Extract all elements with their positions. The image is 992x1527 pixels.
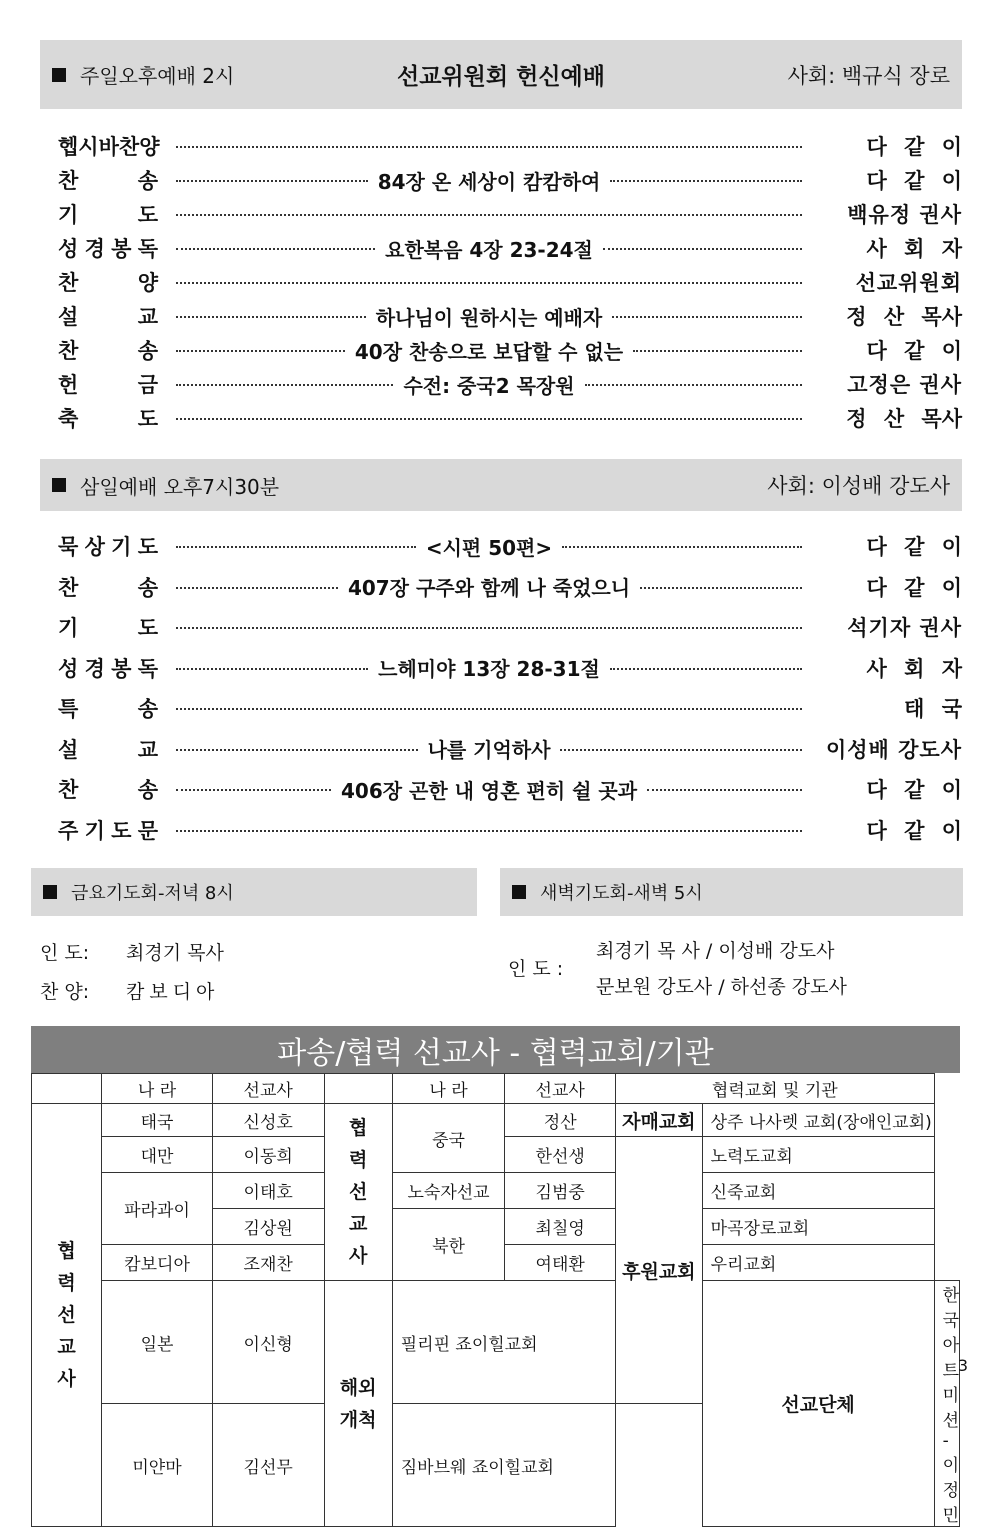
sister-church: 상주 나사렛 교회(장애인교회) <box>702 1104 934 1137</box>
order-label <box>58 403 158 433</box>
dotted-leader <box>640 587 802 589</box>
org-label: 선교단체 <box>702 1281 934 1527</box>
order-person: 다 같 이 <box>866 135 962 159</box>
dotted-leader <box>176 316 366 318</box>
dotted-leader <box>610 180 802 182</box>
order-label <box>58 301 158 331</box>
dotted-leader <box>176 546 416 548</box>
order-title: 하나님이 원하시는 예배자 <box>375 305 603 330</box>
wednesday-header <box>40 459 962 511</box>
order-person: 선교위원회 <box>855 271 962 295</box>
china-cell: 중국 <box>392 1104 505 1173</box>
sunday-header-left: 주일오후예배 2시 <box>80 64 235 88</box>
order-label-char: 축 <box>58 407 79 431</box>
order-title: 요한복음 4장 23-24절 <box>385 237 593 262</box>
support-label: 후원교회 <box>616 1137 703 1404</box>
dotted-leader <box>610 668 802 670</box>
order-person: 사 회 자 <box>866 237 962 261</box>
dotted-leader <box>603 248 802 250</box>
missionary-cell: 이동희 <box>212 1137 324 1173</box>
order-label <box>58 369 158 399</box>
dotted-leader <box>176 350 345 352</box>
dotted-leader <box>612 316 802 318</box>
order-leader-line <box>176 333 802 367</box>
order-label-char: 독 <box>137 237 158 261</box>
order-row <box>58 197 962 231</box>
order-row <box>58 651 962 685</box>
square-bullet-icon <box>52 68 66 82</box>
order-label-char: 송 <box>137 697 158 721</box>
missionary-cell: 이태호 <box>212 1173 324 1209</box>
order-title: 수전: 중국2 목장원 <box>403 373 575 398</box>
dotted-leader <box>176 830 802 832</box>
missionary-cell: 조재찬 <box>212 1245 324 1281</box>
country-cell: 파라과이 <box>102 1173 213 1245</box>
order-leader-line <box>176 529 802 563</box>
order-label-char: 찬 <box>58 575 79 600</box>
order-label-char: 찬 <box>58 778 79 802</box>
sunday-header-leader: 사회: 백규식 장로 <box>787 63 950 88</box>
country-cell: 캄보디아 <box>102 1245 213 1281</box>
square-bullet-icon <box>512 885 526 899</box>
order-label-char: 봉 <box>111 237 132 261</box>
dawn-header <box>500 868 963 916</box>
sister-label: 자매교회 <box>616 1104 703 1137</box>
order-label-char: 송 <box>137 778 158 802</box>
dawn-leader-line2: 문보원 강도사 / 하선종 강도사 <box>596 976 847 998</box>
order-label <box>58 131 158 161</box>
order-label-char: 상 <box>84 535 105 559</box>
order-label <box>58 267 158 297</box>
order-row <box>58 691 962 725</box>
square-bullet-icon <box>43 885 57 899</box>
order-row <box>58 163 962 197</box>
order-label-char: 송 <box>137 339 158 363</box>
order-label-char: 금 <box>137 373 158 397</box>
friday-leader: 최경기 목사 <box>126 942 224 964</box>
order-person: 정 산 목사 <box>846 407 962 431</box>
order-label-char: 교 <box>137 737 158 762</box>
group-label-2: 협 력 선 교 사 <box>324 1104 392 1281</box>
order-label <box>58 572 158 602</box>
order-label-char: 특 <box>58 697 79 721</box>
country-cell: 일본 <box>102 1281 213 1404</box>
order-person: 석기자 권사 <box>847 616 962 640</box>
order-row <box>58 610 962 644</box>
header-country: 나 라 <box>102 1074 213 1104</box>
org-name: 한국아트미션 - 이정민 <box>934 1281 959 1527</box>
order-label <box>58 653 158 683</box>
friday-leader-key: 인 도: <box>40 942 90 964</box>
order-row <box>58 231 962 265</box>
order-row <box>58 529 962 563</box>
order-person: 다 같 이 <box>866 535 962 559</box>
dawn-header-text: 새벽기도회-새벽 5시 <box>540 883 703 904</box>
order-title: 407장 구주와 함께 나 죽었으니 <box>347 576 631 600</box>
order-label-char: 송 <box>137 575 158 600</box>
sunday-header-title: 선교위원회 헌신예배 <box>397 64 605 90</box>
order-leader-line <box>176 197 802 231</box>
order-label-char: 성 <box>58 237 79 261</box>
missions-table <box>31 1073 960 1527</box>
wednesday-header-left: 삼일예배 오후7시30분 <box>80 474 280 499</box>
order-person: 다 같 이 <box>866 339 962 363</box>
order-label <box>58 233 158 263</box>
order-person: 다 같 이 <box>866 778 962 802</box>
order-label <box>58 531 158 561</box>
dawn-leader-line1: 최경기 목 사 / 이성배 강도사 <box>596 940 835 962</box>
order-leader-line <box>176 651 802 685</box>
dotted-leader <box>176 282 802 284</box>
order-leader-line <box>176 163 802 197</box>
order-row <box>58 333 962 367</box>
order-leader-line <box>176 265 802 299</box>
order-label-char: 헌 <box>58 373 79 397</box>
order-label <box>58 612 158 642</box>
dotted-leader <box>585 384 802 386</box>
order-label-char: 찬 <box>118 135 140 159</box>
header-missionary: 선교사 <box>212 1074 324 1104</box>
order-label-char: 찬 <box>58 169 79 193</box>
order-row <box>58 772 962 806</box>
support-church: 마곡장로교회 <box>702 1209 934 1245</box>
order-label-char: 설 <box>58 305 79 329</box>
order-row <box>58 265 962 299</box>
order-row <box>58 570 962 604</box>
order-person: 백유정 권사 <box>847 203 962 227</box>
order-person: 이성배 강도사 <box>825 737 962 762</box>
order-label-char: 송 <box>137 169 158 193</box>
order-label-char: 설 <box>58 737 79 762</box>
dotted-leader <box>176 668 368 670</box>
header-blank <box>32 1074 102 1104</box>
order-label-char: 기 <box>58 616 79 640</box>
friday-praise-key: 찬 양: <box>40 981 90 1003</box>
order-label-char: 도 <box>137 616 158 640</box>
order-label <box>58 335 158 365</box>
order-label <box>58 693 158 723</box>
missionary-cell: 신성호 <box>212 1104 324 1137</box>
order-label-char: 기 <box>84 818 105 843</box>
order-title: 406장 곤한 내 영혼 편히 쉴 곳과 <box>340 778 638 803</box>
order-label-char: 도 <box>137 203 158 227</box>
friday-praise: 캄보디아 <box>126 981 220 1003</box>
order-row <box>58 732 962 766</box>
order-row <box>58 401 962 435</box>
country-cell: 태국 <box>102 1104 213 1137</box>
dotted-leader <box>633 350 802 352</box>
order-leader-line <box>176 691 802 725</box>
order-leader-line <box>176 570 802 604</box>
order-title: 40장 찬송으로 보답할 수 없는 <box>354 339 624 364</box>
order-label-char: 도 <box>111 818 132 843</box>
order-leader-line <box>176 299 802 333</box>
order-title: 84장 온 세상이 캄캄하여 <box>377 169 601 194</box>
order-person: 태 국 <box>904 697 962 721</box>
friday-header-text: 금요기도회-저녁 8시 <box>71 883 234 904</box>
friday-header <box>31 868 477 916</box>
support-church: 신죽교회 <box>702 1173 934 1209</box>
wednesday-header-leader: 사회: 이성배 강도사 <box>767 474 950 498</box>
square-bullet-icon <box>52 478 66 492</box>
support-church: 우리교회 <box>702 1245 934 1281</box>
order-row <box>58 813 962 847</box>
missionary-cell: 김선무 <box>212 1404 324 1527</box>
order-leader-line <box>176 129 802 163</box>
missionary-cell: 정산 <box>505 1104 616 1137</box>
dotted-leader <box>176 587 338 589</box>
sunday-header <box>40 40 962 109</box>
dawn-leader-key: 인 도 : <box>508 958 564 980</box>
order-person: 다 같 이 <box>866 818 962 843</box>
dotted-leader <box>176 180 368 182</box>
order-label <box>58 199 158 229</box>
order-label-char: 도 <box>137 407 158 431</box>
nk-cell: 북한 <box>392 1209 505 1281</box>
order-row <box>58 299 962 333</box>
dotted-leader <box>560 749 802 751</box>
order-row <box>58 367 962 401</box>
order-leader-line <box>176 732 802 766</box>
order-leader-line <box>176 367 802 401</box>
dotted-leader <box>176 749 418 751</box>
order-label-char: 경 <box>84 656 105 681</box>
dotted-leader <box>176 146 802 148</box>
order-label-char: 독 <box>137 656 158 681</box>
missionary-cell: 김범중 <box>505 1173 616 1209</box>
missionary-cell: 김상원 <box>212 1209 324 1245</box>
order-leader-line <box>176 401 802 435</box>
support-church: 노력도교회 <box>702 1137 934 1173</box>
order-label <box>58 734 158 764</box>
order-title: 나를 기억하사 <box>427 738 551 762</box>
page-number: 3 <box>957 1356 968 1375</box>
dotted-leader <box>176 418 802 420</box>
order-label-char: 경 <box>84 237 105 261</box>
order-leader-line <box>176 231 802 265</box>
order-label <box>58 815 158 845</box>
order-label-char: 성 <box>58 656 79 681</box>
missionary-cell: 여태환 <box>505 1245 616 1281</box>
overseas-label: 해외 개척 <box>324 1281 392 1527</box>
order-leader-line <box>176 813 802 847</box>
dotted-leader <box>176 384 393 386</box>
order-label-char: 기 <box>58 203 79 227</box>
header-blank-2 <box>324 1074 392 1104</box>
order-label-char: 시 <box>78 135 99 159</box>
order-label <box>58 774 158 804</box>
missionary-cell: 한선생 <box>505 1137 616 1173</box>
dotted-leader <box>176 248 375 250</box>
header-country-2: 나 라 <box>392 1074 505 1104</box>
homeless-cell: 노숙자선교 <box>392 1173 505 1209</box>
dotted-leader <box>176 708 802 710</box>
overseas-item: 필리핀 죠이힐교회 <box>392 1281 615 1404</box>
order-label-char: 찬 <box>58 271 79 295</box>
order-label-char: 양 <box>139 135 160 159</box>
group-label-1: 협 력 선 교 사 <box>32 1104 102 1527</box>
order-person: 정 산 목사 <box>846 305 962 329</box>
order-label-char: 양 <box>137 271 158 295</box>
order-label-char: 바 <box>98 135 119 159</box>
order-title: 느헤미야 13장 28-31절 <box>378 657 600 681</box>
order-row <box>58 129 962 163</box>
order-person: 고정은 권사 <box>847 373 962 397</box>
order-label-char: 묵 <box>58 535 79 559</box>
missions-title: 파송/협력 선교사 - 협력교회/기관 <box>31 1026 960 1073</box>
order-label-char: 기 <box>111 535 132 559</box>
order-person: 사 회 자 <box>866 656 962 681</box>
order-person: 다 같 이 <box>866 169 962 193</box>
overseas-item: 짐바브웨 죠이힐교회 <box>392 1404 615 1527</box>
missionary-cell: 이신형 <box>212 1281 324 1404</box>
order-label-char: 문 <box>137 818 158 843</box>
order-label-char: 찬 <box>58 339 79 363</box>
country-cell: 대만 <box>102 1137 213 1173</box>
header-missionary-2: 선교사 <box>505 1074 616 1104</box>
dotted-leader <box>176 789 331 791</box>
dotted-leader <box>562 546 802 548</box>
order-label-char: 봉 <box>111 656 132 681</box>
order-person: 다 같 이 <box>866 575 962 600</box>
header-churches: 협력교회 및 기관 <box>616 1074 935 1104</box>
country-cell: 미얀마 <box>102 1404 213 1527</box>
order-label-char: 주 <box>58 818 79 843</box>
order-label-char: 헵 <box>58 135 79 159</box>
order-leader-line <box>176 610 802 644</box>
order-leader-line <box>176 772 802 806</box>
order-label-char: 도 <box>137 535 158 559</box>
dotted-leader <box>647 789 802 791</box>
dotted-leader <box>176 627 802 629</box>
missionary-cell: 최칠영 <box>505 1209 616 1245</box>
order-label <box>58 165 158 195</box>
order-title: <시편 50편> <box>425 535 553 560</box>
friday-info <box>40 938 224 1016</box>
order-label-char: 교 <box>137 305 158 329</box>
dotted-leader <box>176 214 802 216</box>
